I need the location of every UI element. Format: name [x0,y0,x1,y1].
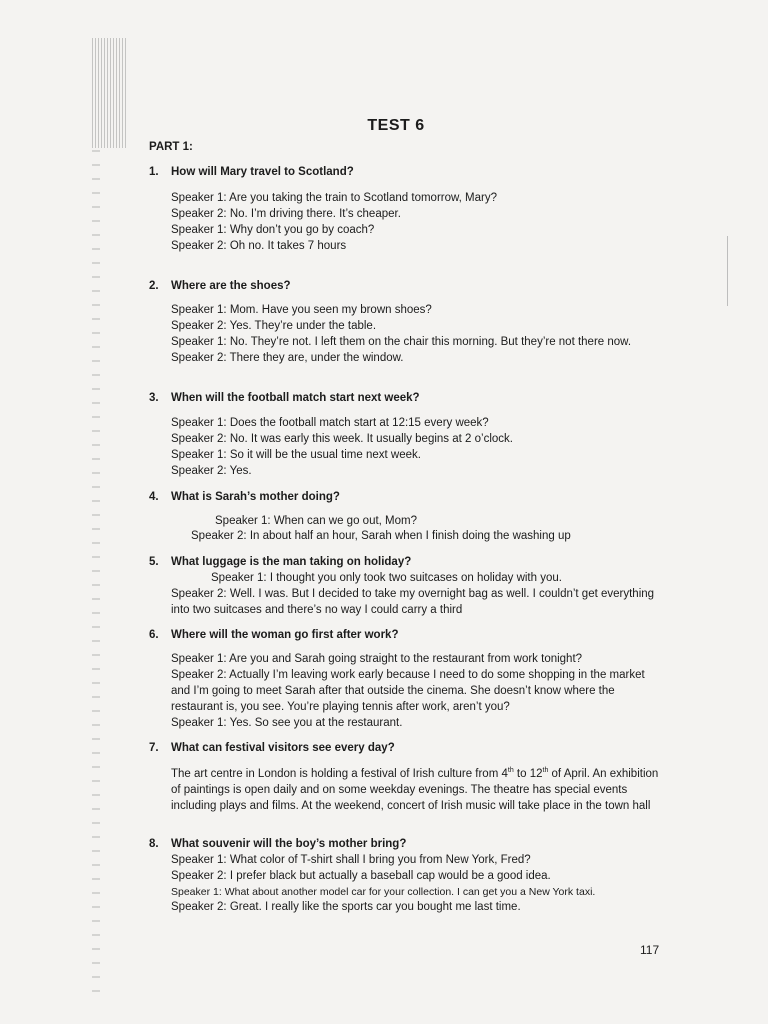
question-5: 5. What luggage is the man taking on holiday? [149,556,412,568]
dialogue-line: Speaker 1: Does the football match start at 12:15 every week? [171,417,489,429]
festival-paragraph: The art centre in London is holding a festival of Irish culture from 4th to 12th of April. An exhibition of paintings is open daily and on some weekday evenings. The theatre has special events including plays and films. At the weekend, concert of Irish music will take place in the town hall [171,767,659,812]
dialogue-line: Speaker 2: Oh no. It takes 7 hours [171,240,347,252]
question-1: 1. How will Mary travel to Scotland? [149,166,354,178]
dialogue-line: Speaker 1: I thought you only took two suitcases on holiday with you. [211,572,562,584]
dialogue-line: Speaker 2: In about half an hour, Sarah when I finish doing the washing up [191,530,571,542]
dialogue-line: Speaker 1: Yes. So see you at the restaurant. [171,717,403,729]
dialogue-line: Speaker 2: Yes. They’re under the table. [171,320,377,332]
dialogue-line: Speaker 1: Why don’t you go by coach? [171,224,375,236]
dialogue-line: Speaker 1: No. They’re not. I left them on the chair this morning. But they’re not there now. [171,336,632,348]
dialogue-line: Speaker 2: Great. I really like the sports car you bought me last time. [171,901,521,913]
dialogue-line: Speaker 1: Are you taking the train to Scotland tomorrow, Mary? [171,192,498,204]
dialogue-line: Speaker 2: There they are, under the window. [171,352,404,364]
dialogue-line: and I’m going to meet Sarah after that outside the cinema. She doesn’t know where the [171,685,615,697]
dialogue-line: into two suitcases and there’s no way I could carry a third [171,604,463,616]
dialogue-line: Speaker 2: No. I’m driving there. It’s cheaper. [171,208,401,220]
dialogue-line: restaurant is, you see. You’re playing tennis after work, aren’t you? [171,701,510,713]
dialogue-line: Speaker 2: Yes. [171,465,252,477]
dialogue-line: Speaker 1: So it will be the usual time next week. [171,449,421,461]
question-7: 7. What can festival visitors see every day? [149,742,395,754]
dialogue-line: Speaker 1: What color of T-shirt shall I bring you from New York, Fred? [171,854,531,866]
question-2: 2. Where are the shoes? [149,280,291,292]
page-number: 117 [640,943,660,957]
question-6: 6. Where will the woman go first after work? [149,629,399,641]
question-8: 8. What souvenir will the boy’s mother bring? [149,838,407,850]
scan-edge-marks [92,150,100,1000]
question-4: 4. What is Sarah’s mother doing? [149,491,340,503]
dialogue-line: Speaker 2: Actually I’m leaving work early because I need to do some shopping in the market [171,669,645,681]
dialogue-line: Speaker 1: Are you and Sarah going straight to the restaurant from work tonight? [171,653,583,665]
dialogue-line: Speaker 1: When can we go out, Mom? [215,515,417,527]
dialogue-line: Speaker 1: Mom. Have you seen my brown shoes? [171,304,432,316]
page-title: TEST 6 [367,117,425,134]
dialogue-line: Speaker 2: No. It was early this week. It usually begins at 2 o’clock. [171,433,513,445]
scan-margin-line [727,236,728,306]
part-heading: PART 1: [149,141,193,153]
dialogue-line: Speaker 1: What about another model car for your collection. I can get you a New York taxi. [171,886,596,898]
dialogue-line: Speaker 2: I prefer black but actually a baseball cap would be a good idea. [171,870,551,882]
dialogue-line: Speaker 2: Well. I was. But I decided to take my overnight bag as well. I couldn’t get everything [171,588,655,600]
question-3: 3. When will the football match start next week? [149,392,420,404]
